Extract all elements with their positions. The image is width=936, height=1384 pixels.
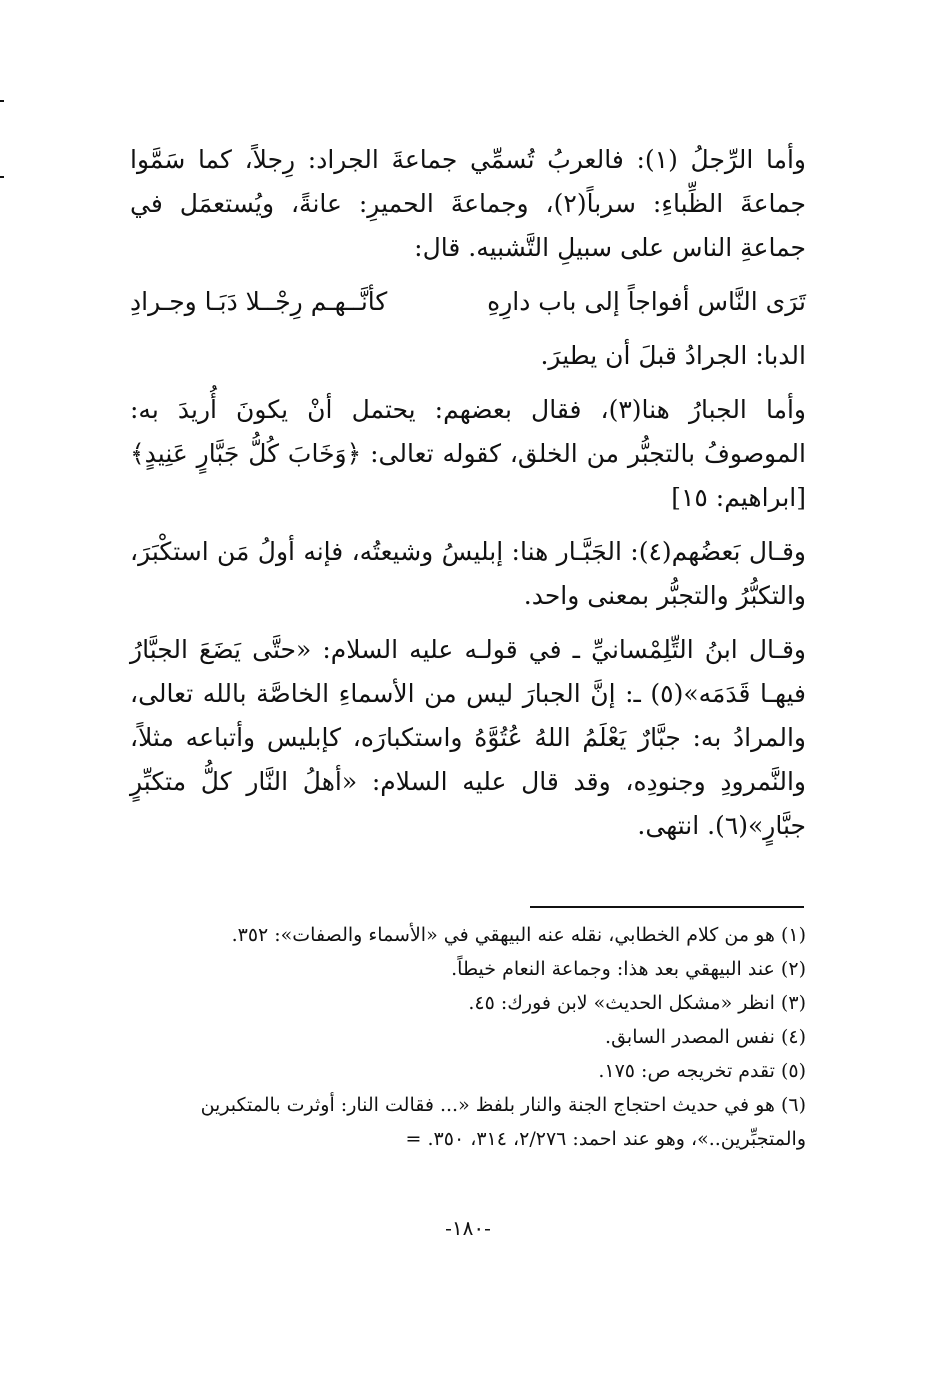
verse-second-hemistich: كأنَّــهـم رِجْــلا دَبَـا وجـرادِ: [130, 287, 388, 316]
footnotes: [130, 918, 806, 1156]
paragraph-iblis: وقـال بَعضُهم(٤): الجَبَّـار هنا: إبليسُ وشيعتُه، فإنه أولُ مَن استكْبَرَ، والتكبُّرُ والتجبُّر بمعنى واحد.: [130, 537, 806, 610]
footnote-separator: [530, 906, 804, 908]
page-number: -١٨٠-: [445, 1216, 491, 1240]
footnote-3: (٣) انظر «مشكل الحديث» لابن فورك: ٤٥.: [468, 992, 806, 1014]
scan-edge-mark: [0, 176, 4, 178]
poetry-verse: [130, 280, 806, 324]
verse-first-hemistich: تَرَى النَّاس أفواجاً إلى باب دارِهِ: [487, 287, 806, 316]
footnote-1: (١) هو من كلام الخطابي، نقله عنه البيهقي في «الأسماء والصفات»: ٣٥٢.: [231, 924, 806, 946]
footnote-4: (٤) نفس المصدر السابق.: [605, 1026, 806, 1048]
paragraph-jabbar: وأما الجبارُ هنا(٣)، فقال بعضهم: يحتمل أنْ يكونَ أُريدَ به: الموصوفُ بالتجبُّر من الخلق، كقوله تعالى: ﴿وَخَابَ كُلُّ جَبَّارٍ عَنِيدٍ﴾[ابراهيم: ١٥]: [130, 395, 806, 512]
paragraph-daba: الدبا: الجرادُ قبلَ أن يطيرَ.: [540, 341, 806, 370]
footnote-5: (٥) تقدم تخريجه ص: ١٧٥.: [598, 1060, 806, 1082]
footnote-2: (٢) عند البيهقي بعد هذا: وجماعة النعام خيطاً.: [451, 958, 806, 980]
scan-edge-mark: [0, 100, 4, 102]
footnote-6: (٦) هو في حديث احتجاج الجنة والنار بلفظ «... فقالت النار: أوثرت بالمتكبرين والمتجبِّرين..»، وهو عند احمد: ٢/٢٧٦، ٣١٤، ٣٥٠. =: [200, 1094, 806, 1150]
main-text: [130, 138, 806, 858]
paragraph-tilimsani: وقـال ابنُ التِّلِمْسانيِّ ـ في قولـه عليه السلام: «حتَّى يَضَعَ الجبَّارُ فيهـا قَدَمَه»(٥) ـ: إنَّ الجبارَ ليس من الأسماءِ الخاصَّة بالله تعالى، والمرادُ به: جبَّارٌ يَعْلَمُ اللهُ عُتُوَّهُ واستكبارَه، كإبليس وأتباعه مثلاً، والنَّمرودِ وجنودِه، وقد قال عليه السلام: «أهلُ النَّار كلُّ متكبِّرٍ جبَّارٍ»(٦). انتهى.: [130, 635, 806, 840]
paragraph-rijl: وأما الرِّجلُ (١): فالعربُ تُسمِّي جماعةَ الجراد: رِجلاً، كما سَمَّوا جماعةَ الظِّباءِ: سرباً(٢)، وجماعةَ الحميرِ: عانةً، ويُستعمَل في جماعةِ الناس على سبيلِ التَّشبيه. قال:: [130, 145, 807, 262]
